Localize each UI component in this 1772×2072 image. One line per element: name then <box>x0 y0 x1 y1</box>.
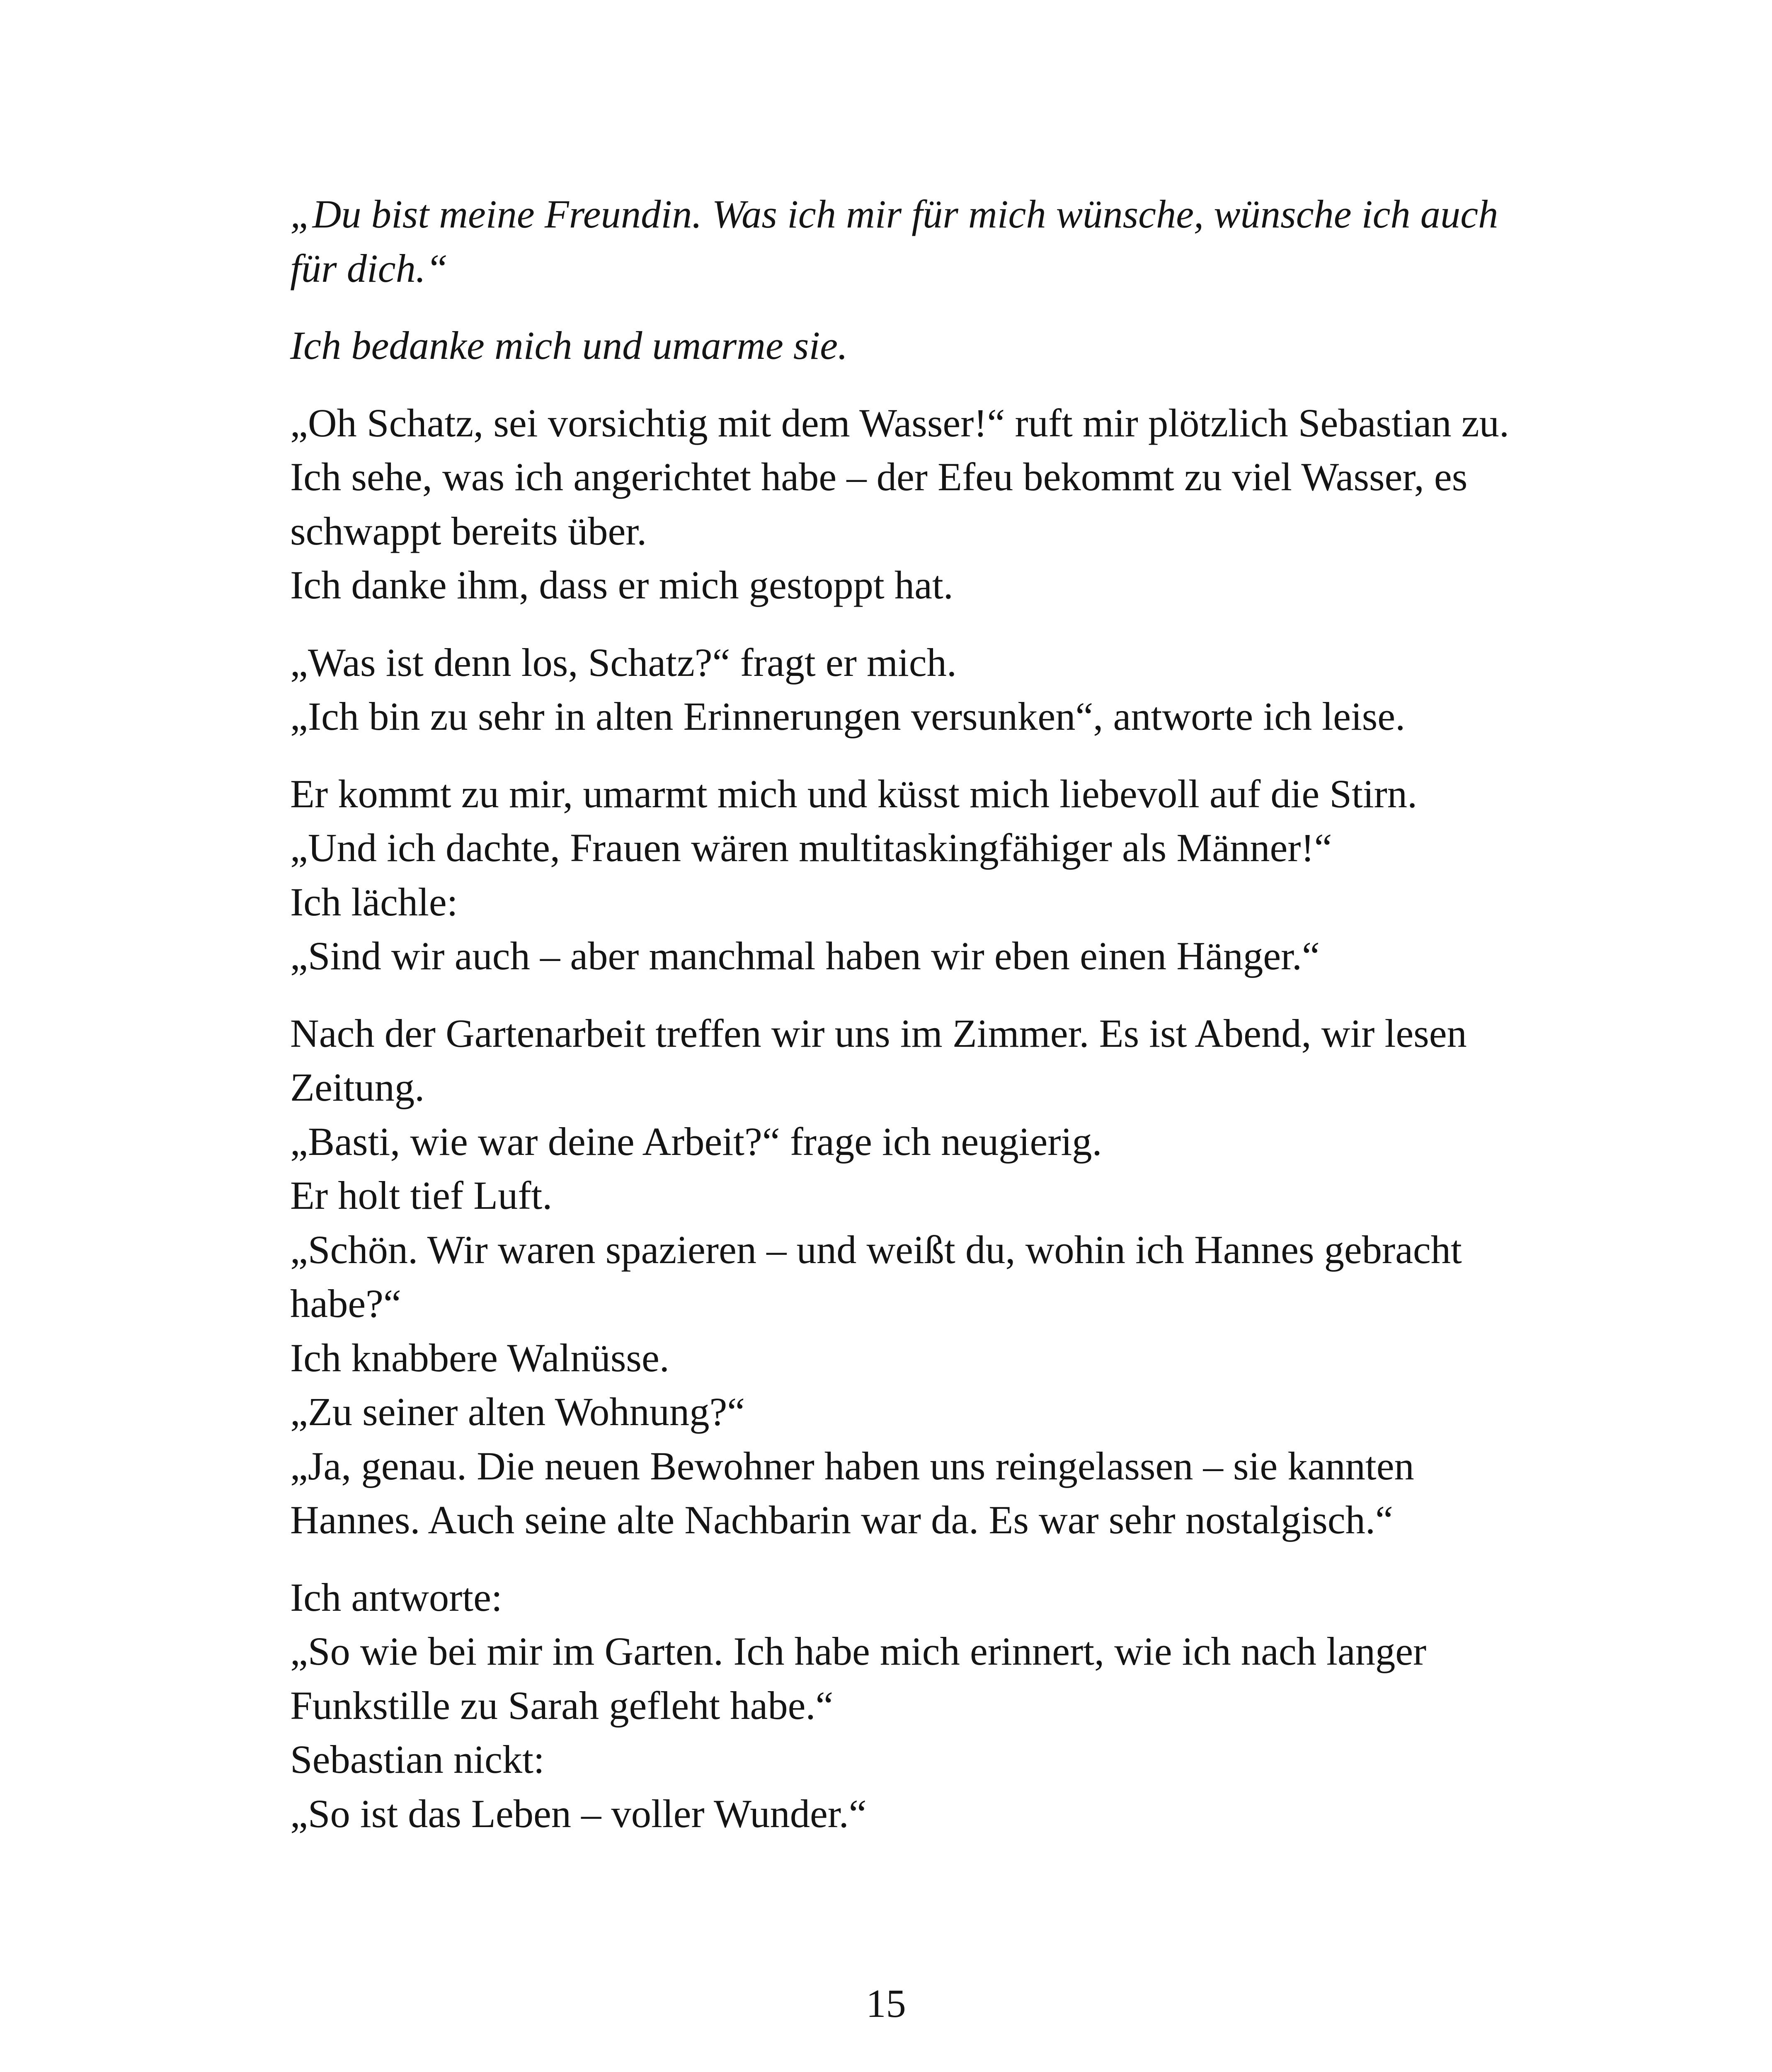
paragraph-memories: „Was ist denn los, Schatz?“ fragt er mich. „Ich bin zu sehr in alten Erinnerungen versunken“, antworte ich leise. <box>290 640 1406 738</box>
paragraph-italic-thanks: Ich bedanke mich und umarme sie. <box>290 323 848 368</box>
paragraph-ending: Ich antworte: „So wie bei mir im Garten. Ich habe mich erinnert, wie ich nach langer Funkstille zu Sarah gefleht habe.“ Sebastian nickt: „So ist das Leben – voller Wunder.“ <box>290 1575 1427 1836</box>
paragraph-italic-quote: „Du bist meine Freundin. Was ich mir für mich wünsche, wünsche ich auch für dich.“ <box>290 192 1498 290</box>
paragraph-water: „Oh Schatz, sei vorsichtig mit dem Wasser!“ ruft mir plötzlich Sebastian zu. Ich sehe, was ich angerichtet habe – der Efeu bekommt zu viel Wasser, es schwappt bereits über. Ich danke ihm, dass er mich gestoppt hat. <box>290 400 1509 607</box>
paragraph-multitasking: Er kommt zu mir, umarmt mich und küsst mich liebevoll auf die Stirn. „Und ich dachte, Frauen wären multitaskingfähiger als Männer!“ Ich lächle: „Sind wir auch – aber manchmal haben wir eben einen Hänger.“ <box>290 771 1418 978</box>
paragraph-evening: Nach der Gartenarbeit treffen wir uns im Zimmer. Es ist Abend, wir lesen Zeitung. „Basti, wie war deine Arbeit?“ frage ich neugierig. Er holt tief Luft. „Schön. Wir waren spazieren – und weißt du, wohin ich Hannes gebracht habe?“ Ich knabbere Walnüsse. „Zu seiner alten Wohnung?“ „Ja, genau. Die neuen Bewohner haben uns reingelassen – sie kannten Hannes. Auch seine alte Nachbarin war da. Es war sehr nostalgisch.“ <box>290 1011 1467 1542</box>
body-text <box>290 187 1567 1864</box>
page-number: 15 <box>866 1981 906 2026</box>
